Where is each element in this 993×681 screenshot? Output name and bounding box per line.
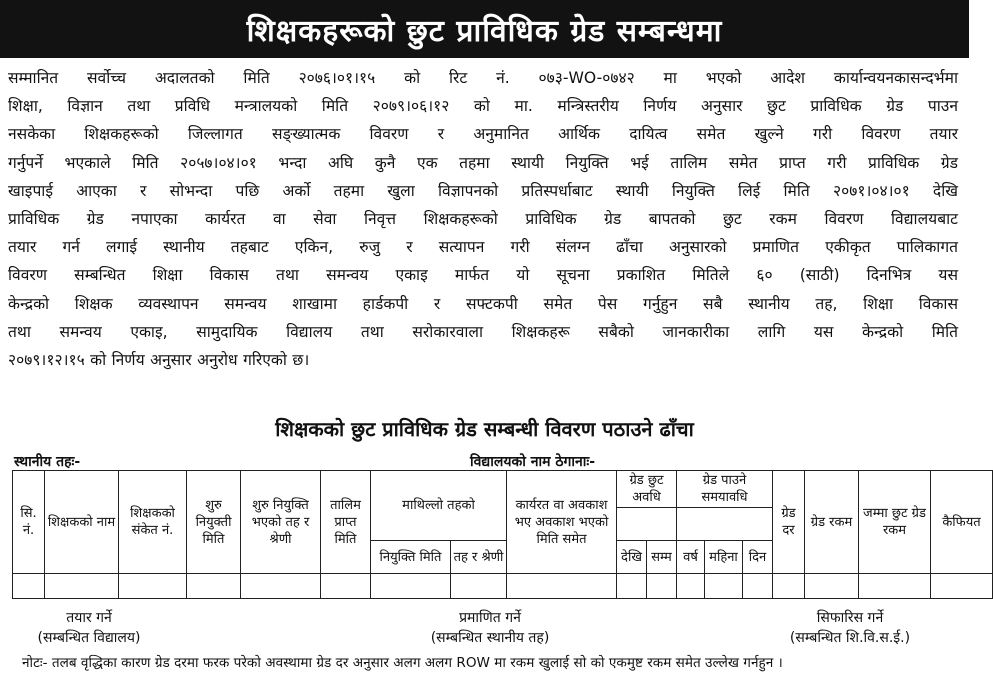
table-cell xyxy=(805,574,859,599)
table-cell xyxy=(13,574,45,599)
header-upper-level-grade: तह र श्रेणी xyxy=(451,541,507,574)
table-cell xyxy=(451,574,507,599)
page-banner xyxy=(0,0,969,58)
header-grade-rate: ग्रेड दर xyxy=(773,471,805,574)
table-cell xyxy=(677,574,705,599)
header-upper-appointment-date: नियुक्ति मिति xyxy=(371,541,451,574)
notice-line: तयार गर्न लगाई स्थानीय तहबाट एकिन, रुजु र सत्यापन गरी संलग्न ढाँचा अनुसारको प्रमाणित एकीकृत पालिकागत xyxy=(8,238,958,257)
table-cell xyxy=(119,574,187,599)
footer-note: नोटः- तलब वृद्धिका कारण ग्रेड दरमा फरक परेको अवस्थामा ग्रेड दर अनुसार अलग अलग ROW मा रकम खुलाई सो को एकमुष्ट रकम समेत उल्लेख गर्नहुन । xyxy=(22,655,783,671)
notice-line: गर्नुपर्ने भएकाले मिति २०५७।०४।०१ भन्दा अघि कुनै एक तहमा स्थायी नियुक्ति भई तालिम समेत प्राप्त गरी प्राविधिक ग्रेड xyxy=(8,153,958,172)
header-upper-level: माथिल्लो तहको xyxy=(371,471,507,541)
notice-line: नसकेका शिक्षकहरूको जिल्लागत सङ्ख्यात्मक विवरण र अनुमानित आर्थिक दायित्व समेत खुल्ने गरी विवरण तयार xyxy=(8,125,958,144)
header-from: देखि xyxy=(617,541,647,574)
signature-title: प्रमाणित गर्ने xyxy=(459,610,521,626)
header-to: सम्म xyxy=(647,541,677,574)
table-cell xyxy=(507,574,617,599)
notice-body xyxy=(8,64,958,374)
form-title: शिक्षकको छुट प्राविधिक ग्रेड सम्बन्धी विवरण पठाउने ढाँचा xyxy=(275,417,694,441)
signature-subtitle: (सम्बन्धित शि.वि.स.ई.) xyxy=(789,630,911,646)
notice-line: शिक्षा, विज्ञान तथा प्रविधि मन्त्रालयको मिति २०७९।०६।१२ को मा. मन्त्रिस्तरीय निर्णय अनुसार छुट प्राविधिक ग्रेड पाउन xyxy=(8,97,958,116)
table-cell xyxy=(45,574,119,599)
header-years: वर्ष xyxy=(677,541,705,574)
header-first-appointment-date: शुरु नियुक्ती मिति xyxy=(187,471,241,574)
header-training-date: तालिम प्राप्त मिति xyxy=(321,471,371,574)
notice-line: केन्द्रको शिक्षक व्यवस्थापन समन्वय शाखामा हार्डकपी र सफ्टकपी समेत पेस गर्नुहुन सबै स्थानीय तह, शिक्षा विकास xyxy=(8,294,958,313)
table-cell xyxy=(321,574,371,599)
notice-line: सम्मानित सर्वोच्च अदालतको मिति २०७६।०१।१५ को रिट नं. ०७३-WO-०७४२ मा भएको आदेश कार्यान्वयनकासन्दर्भमा xyxy=(8,69,958,87)
header-total-missed-grade-amount: जम्मा छुट ग्रेड रकम xyxy=(859,471,931,574)
signature-title: तयार गर्ने xyxy=(66,610,112,626)
notice-line: विवरण सम्बन्धित शिक्षा विकास तथा समन्वय एकाइ मार्फत यो सूचना प्रकाशित मितिले ६० (साठी) दिनभित्र यस xyxy=(8,266,958,285)
table-cell xyxy=(705,574,743,599)
notice-line: तथा समन्वय एकाइ, सामुदायिक विद्यालय तथा सरोकारवाला शिक्षकहरू सबैको जानकारीका लागि यस केन्द्रको मिति xyxy=(8,322,958,341)
table-cell xyxy=(931,574,993,599)
table-cell xyxy=(773,574,805,599)
header-months: महिना xyxy=(705,541,743,574)
table-cell xyxy=(371,574,451,599)
signature-title: सिफारिस गर्ने xyxy=(816,610,884,626)
notice-line: प्राविधिक ग्रेड नपाएका कार्यरत वा सेवा निवृत्त शिक्षकहरूको प्राविधिक ग्रेड बापतको छुट रकम विवरण विद्यालयबाट xyxy=(8,210,958,229)
notice-line: खाइपाई आएका र सोभन्दा पछि अर्को तहमा खुला विज्ञापनको प्रतिस्पर्धाबाट स्थायी नियुक्ति लिई मिति २०७१।०४।०१ देखि xyxy=(8,181,958,200)
header-grade-amount: ग्रेड रकम xyxy=(805,471,859,574)
header-missed-grade-period: ग्रेड छुट अवधि xyxy=(617,471,677,508)
table-row xyxy=(13,574,993,599)
table-cell xyxy=(617,574,647,599)
notice-line: २०७९।१२।१५ को निर्णय अनुसार अनुरोध गरिएको छ। xyxy=(8,351,310,370)
signature-subtitle: (सम्बन्धित स्थानीय तह) xyxy=(430,630,550,646)
table-cell xyxy=(859,574,931,599)
header-days: दिन xyxy=(743,541,773,574)
header-remarks: कैफियत xyxy=(931,471,993,574)
table-cell xyxy=(187,574,241,599)
table-cell xyxy=(743,574,773,599)
header-grade-receiving-period: ग्रेड पाउने समयावधि xyxy=(677,471,773,508)
grade-details-table xyxy=(12,470,993,599)
header-first-appointment-level: शुरु नियुक्ति भएको तह र श्रेणी xyxy=(241,471,321,574)
header-teacher-code: शिक्षकको संकेत नं. xyxy=(119,471,187,574)
signature-recommended-by xyxy=(760,608,940,648)
header-grade-receiving-blank xyxy=(677,508,773,541)
signature-certified-by xyxy=(400,608,580,648)
school-name-label: विद्यालयको नाम ठेगानाः- xyxy=(470,454,596,470)
table-cell xyxy=(241,574,321,599)
local-level-label: स्थानीय तहः- xyxy=(14,454,81,470)
header-sn: सि. नं. xyxy=(13,471,45,574)
table-cell xyxy=(647,574,677,599)
header-working-or-retired: कार्यरत वा अवकाश भए अवकाश भएको मिति समेत xyxy=(507,471,617,574)
signature-prepared-by xyxy=(14,608,164,648)
header-missed-grade-blank xyxy=(617,508,677,541)
signature-subtitle: (सम्बन्धित विद्यालय) xyxy=(37,630,141,646)
header-teacher-name: शिक्षकको नाम xyxy=(45,471,119,574)
banner-title: शिक्षकहरूको छुट प्राविधिक ग्रेड सम्बन्धमा xyxy=(246,13,723,49)
